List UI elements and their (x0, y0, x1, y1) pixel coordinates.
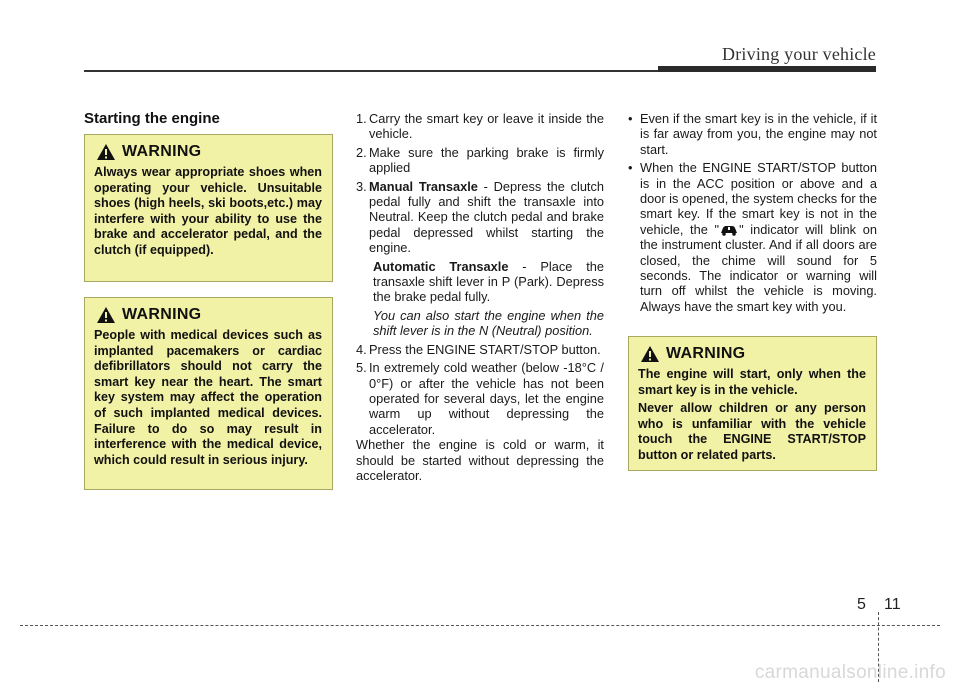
step-number: 5. (356, 360, 367, 376)
chapter-number: 5 (857, 596, 866, 613)
bullet-text-start: When the ENGINE START/STOP button is in the ACC position or above and a door is opened, the system checks for the smart key. If the smart key is not in the vehicle, the " (640, 160, 877, 237)
bullet-text-end: " indicator will blink on the instrument cluster. And if all doors are closed, the chime will sound for 5 seconds. The indicator or warning will turn off whilst the vehicle is moving. Always have the smart key with you. (640, 221, 877, 314)
step-number: 3. (356, 178, 367, 194)
watermark: carmanualsonline.info (754, 662, 946, 683)
step-text: Carry the smart key or leave it inside the vehicle. (369, 111, 604, 142)
section-title: Driving your vehicle (722, 44, 876, 64)
step-item (356, 360, 604, 437)
closing-text: Whether the engine is cold or warm, it should be started without depressing the accelerator. (356, 437, 604, 483)
smart-key-indicator-icon (719, 224, 739, 236)
warning-title: WARNING (122, 143, 202, 161)
neutral-note: You can also start the engine when the shift lever is in the N (Neutral) position. (373, 307, 604, 339)
bullet-dot: • (628, 160, 633, 176)
step-number: 2. (356, 144, 367, 160)
warning-triangle-icon (96, 306, 116, 324)
warning-text: People with medical devices such as implanted pacemakers or cardiac defibrillators should not carry the smart key near the heart. The smart key system may affect the operation of such implanted medical devices. Failure to do so may result in interference with the medical device, which could result in serious injury. (94, 328, 322, 467)
instructions-column (356, 111, 604, 483)
step-text: Make sure the parking brake is firmly applied (369, 144, 604, 176)
manual-transaxle-text: - Depress the clutch pedal fully and shift the transaxle into Neutral. Keep the clutch pedal and brake pedal depressed whilst starting the engine. (369, 178, 605, 256)
step-text: Press the ENGINE START/STOP button. (369, 341, 601, 357)
bullet-item (628, 111, 877, 157)
warning-box-engine-start (628, 336, 877, 471)
bullet-item (628, 160, 877, 314)
bullet-text (640, 160, 877, 314)
manual-transaxle-label: Manual Transaxle (369, 178, 478, 194)
step-text (369, 179, 604, 256)
warning-box-shoes (84, 134, 333, 282)
page-number: 11 (884, 596, 901, 613)
step-number: 4. (356, 341, 367, 357)
step-item (356, 111, 604, 142)
bullet-dot: • (628, 111, 633, 126)
automatic-transaxle-note (356, 259, 604, 305)
step-item (356, 179, 604, 256)
warning-triangle-icon (96, 143, 116, 161)
step-item (356, 342, 604, 357)
footer-rule (20, 625, 940, 626)
warning-title: WARNING (122, 306, 202, 324)
automatic-transaxle-text: - Place the transaxle shift lever in P (Park). Depress the brake pedal fully. (373, 258, 605, 305)
notes-column (628, 111, 877, 314)
step-number: 1. (356, 111, 367, 126)
warning-title: WARNING (666, 345, 746, 363)
warning-triangle-icon (640, 345, 660, 363)
warning-box-medical (84, 297, 333, 490)
warning-text: The engine will start, only when the smart key is in the vehicle. (638, 367, 866, 397)
step-text: In extremely cold weather (below -18°C / 0°F) or after the vehicle has not been operated for several days, let the engine warm up without depressing the accelerator. (369, 360, 604, 437)
warning-text: Never allow children or any person who is unfamiliar with the vehicle touch the ENGINE START/STOP button or related parts. (638, 401, 866, 462)
page-heading: Starting the engine (84, 110, 220, 127)
bullet-text: Even if the smart key is in the vehicle, if it is far away from you, the engine may not start. (640, 111, 877, 157)
automatic-transaxle-label: Automatic Transaxle (373, 258, 509, 274)
header-rule-accent (658, 66, 876, 72)
warning-text: Always wear appropriate shoes when operating your vehicle. Unsuitable shoes (high heels, ski boots,etc.) may interfere with your ability to use the brake and accelerator pedal, and the clutch (if equipped). (94, 165, 322, 257)
step-item (356, 145, 604, 176)
